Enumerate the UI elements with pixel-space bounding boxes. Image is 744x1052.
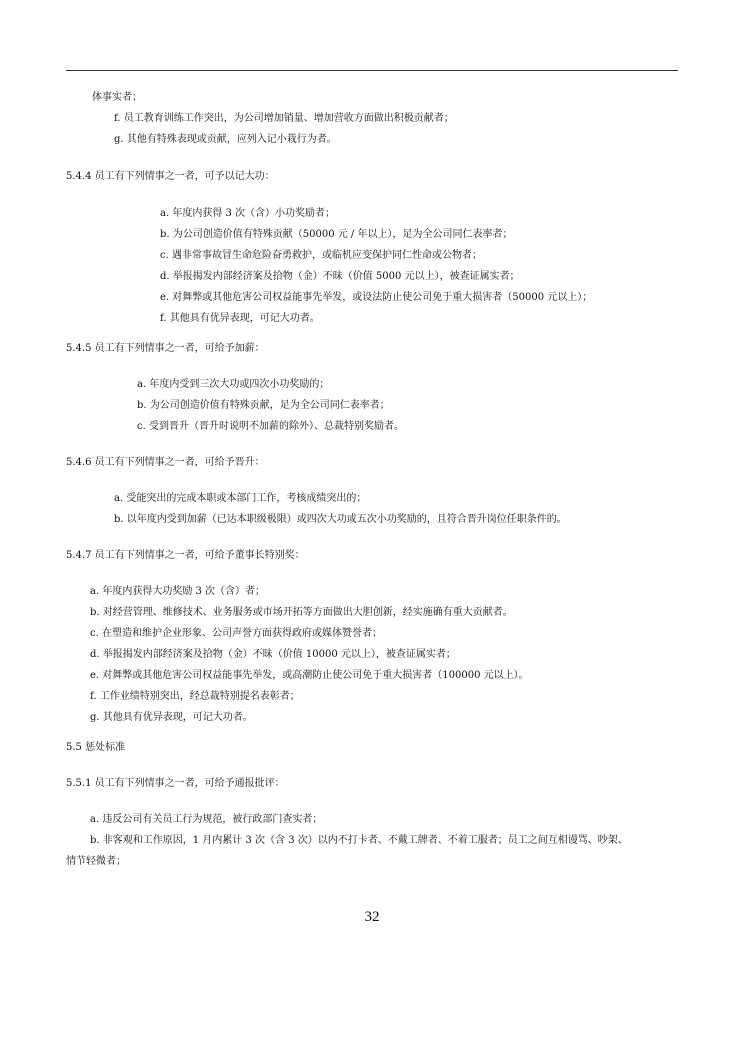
list-item: c. 遇非常事故冒生命危险奋勇救护，或临机应变保护同仁性命或公物者； xyxy=(160,250,482,261)
list-item: b. 非客观和工作原因，1 月内累计 3 次（含 3 次）以内不打卡者、不戴工牌者、不着工服者；员工之间互相谩骂、吵架、 xyxy=(90,835,628,846)
list-item: c. 受到晋升（晋升时说明不加薪的除外）、总裁特别奖励者。 xyxy=(137,421,404,432)
list-item: g. 其他有特殊表现或贡献，应列入记小栽行为者。 xyxy=(114,134,337,145)
list-item: f. 员工教育训练工作突出，为公司增加销量、增加营收方面做出积极贡献者； xyxy=(114,113,454,124)
list-item: c. 在塑造和维护企业形象、公司声誉方面获得政府或媒体赞誉者； xyxy=(90,628,382,639)
list-item: d. 举报揭发内部经济案及拾物（金）不昧（价值 5000 元以上），被查证属实者； xyxy=(160,271,520,282)
section-heading-5-5: 5.5 惩处标准 xyxy=(66,742,126,753)
list-item: b. 对经营管理、维修技术、业务服务或市场开拓等方面做出大胆创新，经实施确有重大贡献者。 xyxy=(90,607,513,618)
list-item: e. 对舞弊或其他危害公司权益能事先举发，或设法防止使公司免于重大损害者（50000 元以上）； xyxy=(160,292,593,303)
list-item: a. 年度内获得 3 次（含）小功奖励者； xyxy=(160,208,336,219)
section-heading-5-4-4: 5.4.4 员工有下列情事之一者，可予以记大功： xyxy=(66,171,275,182)
section-heading-5-5-1: 5.5.1 员工有下列情事之一者，可给予通报批评： xyxy=(66,778,285,789)
section-heading-5-4-6: 5.4.6 员工有下列情事之一者，可给予晋升： xyxy=(66,457,265,468)
page-number: 32 xyxy=(364,909,380,925)
list-item: f. 其他具有优异表现，可记大功者。 xyxy=(160,313,320,324)
list-item-continuation: 情节轻微者； xyxy=(66,856,126,867)
list-item: d. 举报揭发内部经济案及拾物（金）不昧（价值 10000 元以上），被查证属实者； xyxy=(90,649,456,660)
list-item: e. 对舞弊或其他危害公司权益能事先举发，或高潮防止使公司免于重大损害者（100000 元以上）。 xyxy=(90,670,529,681)
continuation-text: 体事实者； xyxy=(92,92,142,103)
list-item: a. 违反公司有关员工行为规范，被行政部门查实者； xyxy=(90,814,323,825)
list-item: b. 以年度内受到加薪（已达本职级极限）或四次大功或五次小功奖励的，且符合晋升岗位任职条件的。 xyxy=(114,514,567,525)
list-item: b. 为公司创造价值有特殊贡献，足为全公司同仁表率者； xyxy=(137,400,390,411)
list-item: a. 年度内受到三次大功或四次小功奖励的； xyxy=(137,379,330,390)
list-item: a. 年度内获得大功奖励 3 次（含）者； xyxy=(90,586,266,597)
list-item: g. 其他具有优异表现，可记大功者。 xyxy=(90,712,253,723)
list-item: b. 为公司创造价值有特殊贡献（50000 元 / 年以上），足为全公司同仁表率者； xyxy=(160,229,513,240)
section-heading-5-4-7: 5.4.7 员工有下列情事之一者，可给予董事长特别奖： xyxy=(66,550,305,561)
section-heading-5-4-5: 5.4.5 员工有下列情事之一者，可给予加薪： xyxy=(66,343,265,354)
header-rule xyxy=(66,70,678,71)
list-item: a. 受能突出的完成本职或本部门工作，考核成绩突出的； xyxy=(114,493,367,504)
list-item: f. 工作业绩特别突出，经总裁特别提名表彰者； xyxy=(90,691,300,702)
